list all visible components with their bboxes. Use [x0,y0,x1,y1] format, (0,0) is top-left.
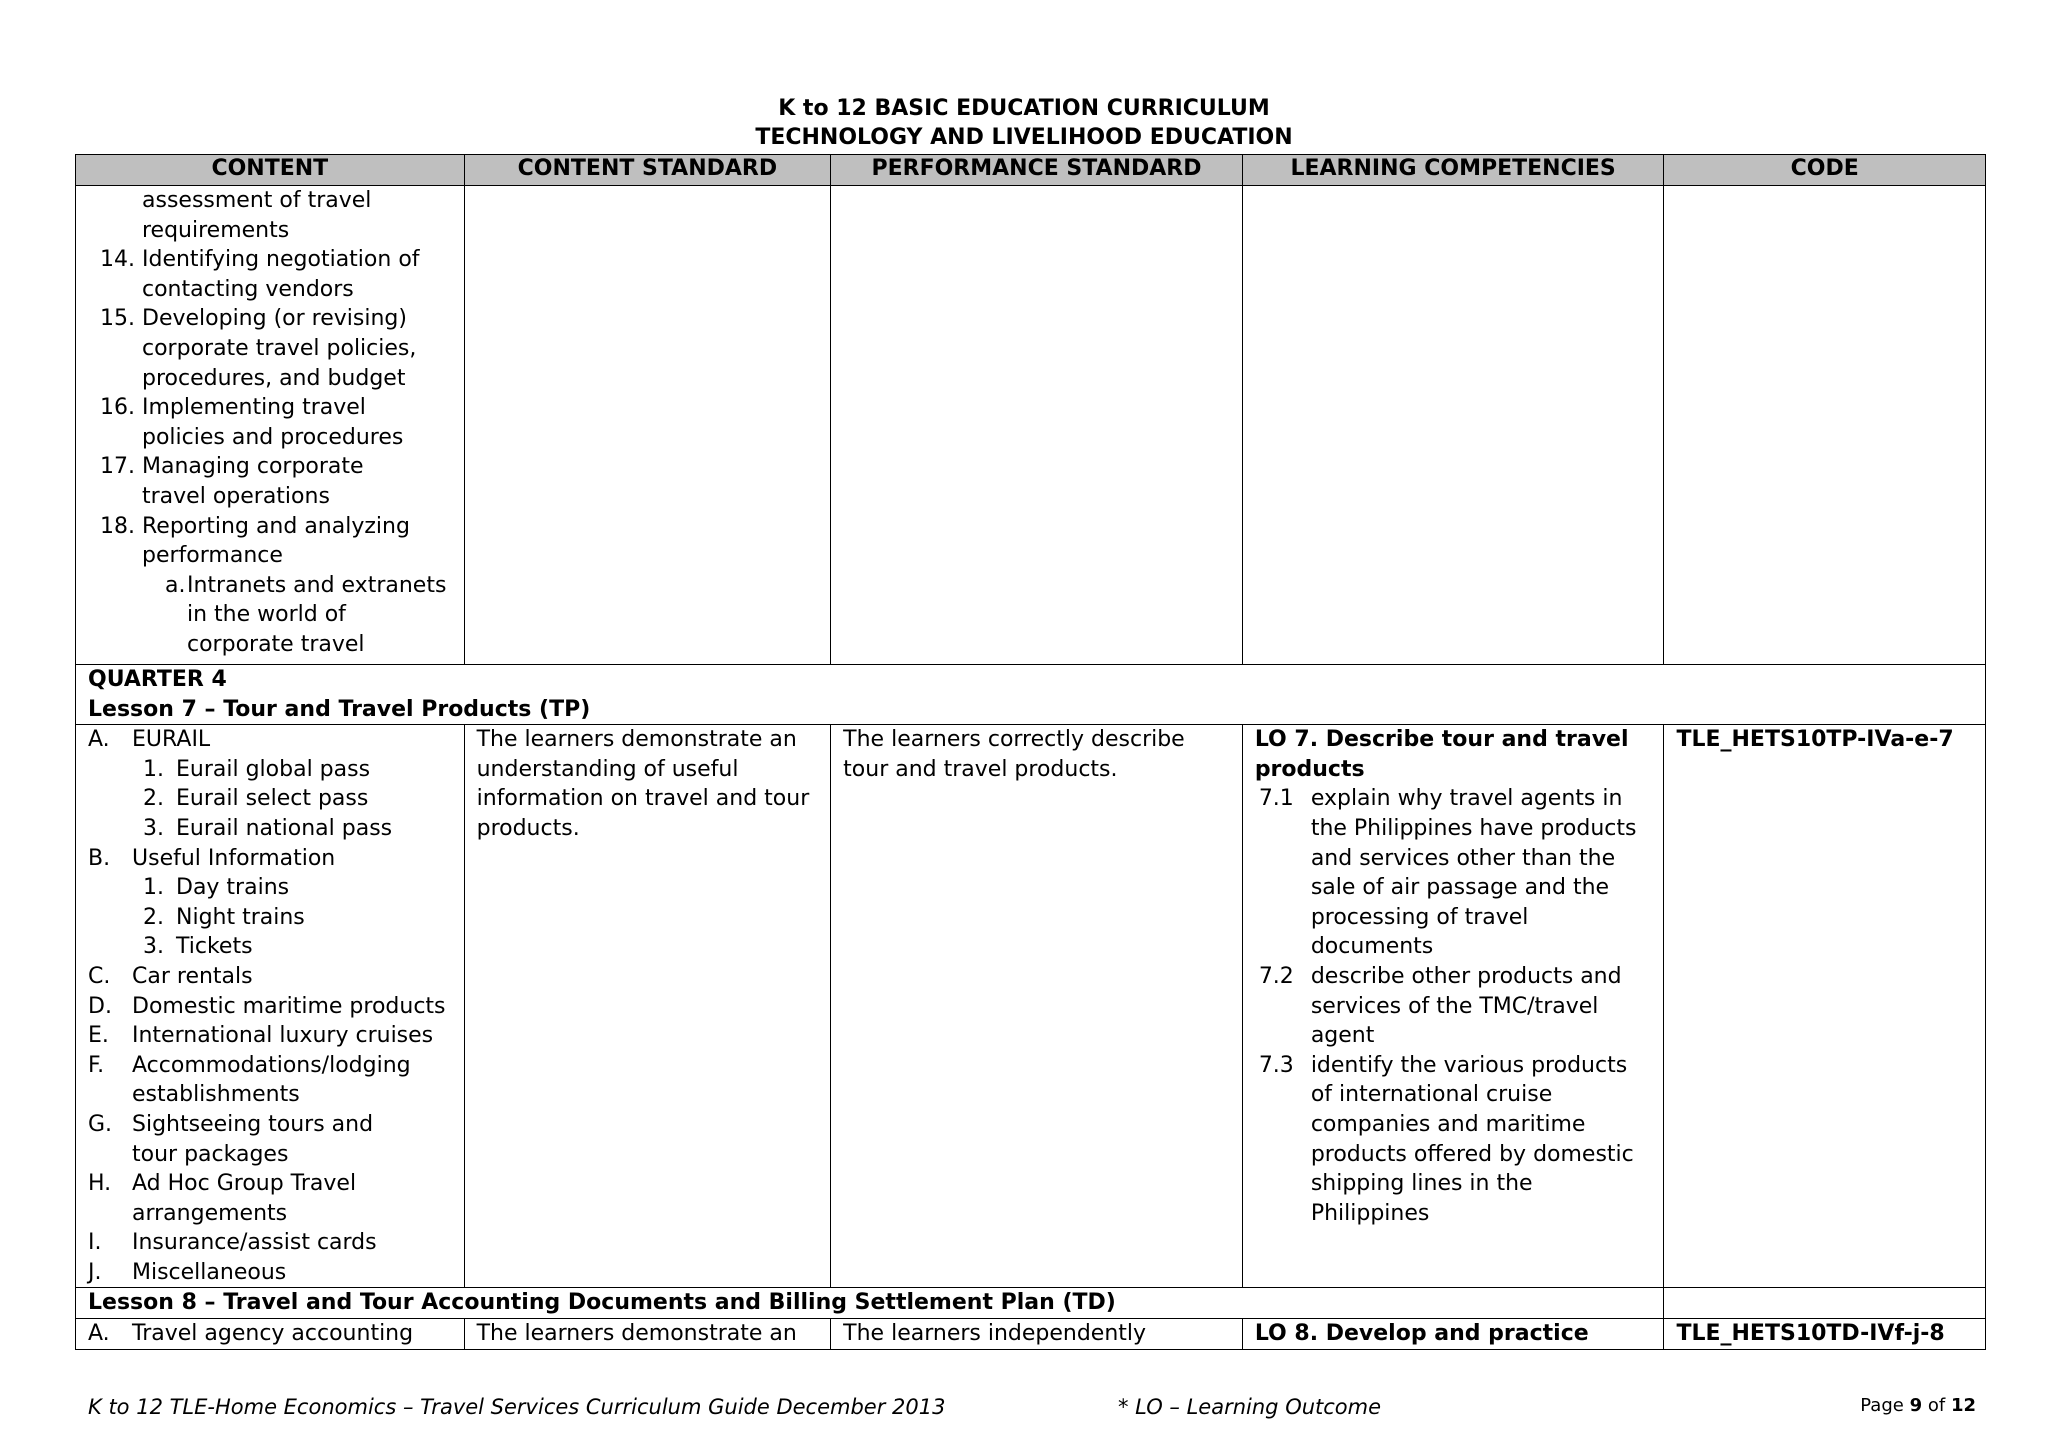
list-item: F. Accommodations/lodging establishments [88,1052,411,1108]
performance-standard-cell: The learners independently [831,1319,1243,1350]
list-item: 14. Identifying negotiation of contacting vendors [100,247,420,302]
list-item: 17. Managing corporate travel operations [100,454,364,509]
header-line-1: K to 12 BASIC EDUCATION CURRICULUM [778,96,1270,121]
list-item: 1. Day trains [143,875,290,901]
list-item: 7.1 explain why travel agents in the Philippines have products and services other than the sale of air passage and the processing of travel documents [1258,786,1637,960]
list-item: 18. Reporting and analyzing performance [100,513,410,569]
performance-standard-cell [831,186,1243,665]
content-standard-cell [464,725,831,1288]
column-header-learning-competencies: LEARNING COMPETENCIES [1242,155,1664,186]
table-row [76,1319,1986,1350]
continued-lead-text: assessment of travel requirements [142,188,372,243]
list-item: 2. Night trains [143,904,305,930]
list-item: A. Travel agency accounting [88,1321,414,1347]
table-row [76,186,1986,665]
list-item: E. International luxury cruises [88,1023,434,1049]
list-item: C. Car rentals [88,963,253,989]
lesson-7-content-list [88,725,452,1287]
quarter-bar-row [76,665,1986,725]
list-item: 3. Tickets [143,934,253,960]
lesson-8-bar-empty [1664,1288,1986,1319]
content-cell [76,1319,465,1350]
competency-list [1255,784,1652,1228]
lesson-7-title: Lesson 7 – Tour and Travel Products (TP) [88,696,591,722]
list-item: H. Ad Hoc Group Travel arrangements [88,1171,357,1226]
column-header-content: CONTENT [76,155,465,186]
document-header [0,94,2048,152]
learning-competencies-cell [1242,186,1664,665]
list-item: J. Miscellaneous [88,1259,287,1285]
performance-standard-cell [831,725,1243,1288]
lesson-8-bar-row [76,1288,1986,1319]
list-item: G. Sightseeing tours and tour packages [88,1111,374,1167]
list-item: 16. Implementing travel policies and procedures [100,395,404,450]
content-standard-cell [464,186,831,665]
footer-note: * LO – Learning Outcome [1118,1395,1382,1419]
quarter-title: QUARTER 4 [88,667,227,692]
list-item: 2. Eurail select pass [143,786,369,812]
quarter-bar [76,665,1986,725]
column-header-content-standard: CONTENT STANDARD [464,155,831,186]
list-item: 1. Eurail global pass [143,756,371,782]
header-line-2: TECHNOLOGY AND LIVELIHOOD EDUCATION [755,125,1293,150]
continued-sub-item: a. Intranets and extranets in the world of corporate travel [165,572,447,657]
lo-8-title: LO 8. Develop and practice [1254,1321,1589,1347]
content-cell [76,186,465,665]
code-cell [1664,725,1986,1288]
list-item: A. EURAIL 1. Eurail global pass 2. Eurail select pass 3. Eurail national pass [88,725,452,843]
table-header-row [76,155,1986,186]
content-cell [76,725,465,1288]
content-standard-cell: The learners demonstrate an [464,1319,831,1350]
lo-7-title: LO 7. Describe tour and travel products [1254,727,1629,782]
footer-document-title: K to 12 TLE-Home Economics – Travel Services Curriculum Guide December 2013 [88,1395,946,1419]
code-cell [1664,186,1986,665]
content-standard-text: The learners demonstrate an understanding of useful information on travel and tour products. [476,727,810,841]
list-item: D. Domestic maritime products [88,993,446,1019]
code-cell [1664,1319,1986,1350]
column-header-code: CODE [1664,155,1986,186]
list-item: I. Insurance/assist cards [88,1230,377,1256]
learning-competencies-cell [1242,725,1664,1288]
list-item: 3. Eurail national pass [143,815,393,841]
lesson-8-code: TLE_HETS10TD-IVf-j-8 [1676,1321,1945,1347]
list-item: 7.3 identify the various products of international cruise companies and maritime products offered by domestic shipping lines in the Philippines [1258,1052,1634,1226]
continued-item-list [76,245,452,571]
table-row [76,725,1986,1288]
list-item: 7.2 describe other products and services of the TMC/travel agent [1258,963,1622,1049]
curriculum-table [75,154,1986,1350]
page-number: Page 9 of 12 [1860,1395,1976,1416]
list-item: B. Useful Information 1. Day trains 2. Night trains 3. Tickets [88,844,452,962]
learning-competencies-cell [1242,1319,1664,1350]
column-header-performance-standard: PERFORMANCE STANDARD [831,155,1243,186]
list-item: 15. Developing (or revising) corporate travel policies, procedures, and budget [100,306,417,391]
performance-standard-text: The learners correctly describe tour and travel products. [843,727,1185,782]
lesson-7-code: TLE_HETS10TP-IVa-e-7 [1676,727,1954,753]
lesson-8-title: Lesson 8 – Travel and Tour Accounting Documents and Billing Settlement Plan (TD) [76,1288,1664,1319]
